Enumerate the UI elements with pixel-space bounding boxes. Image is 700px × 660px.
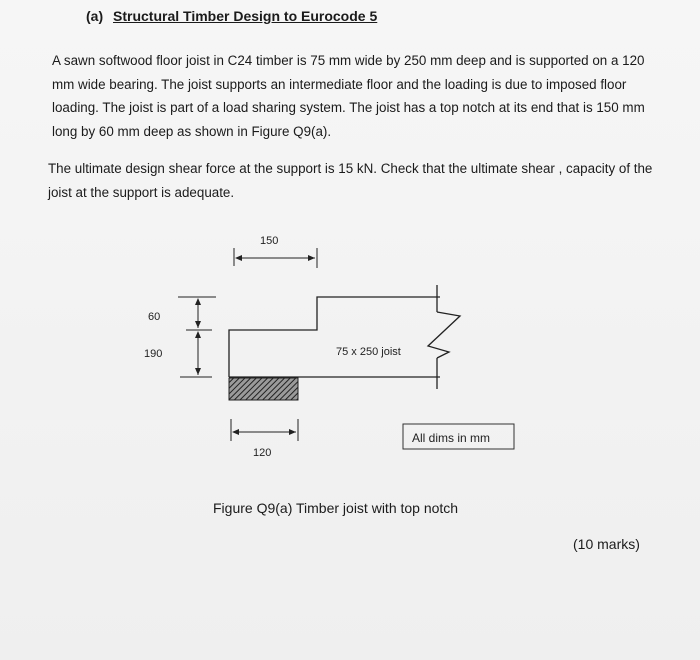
marks-allocation: (10 marks) [573,536,640,552]
question-paragraph-1: A sawn softwood floor joist in C24 timber is 75 mm wide by 250 mm deep and is supported on a 120 mm wide bearing. The joist supports an intermediate floor and the loading is due to imposed floor loading. The joist is part of a load sharing system. The joist has a top notch at its end that is 150 mm long by 60 mm deep as shown in Figure Q9(a). [52,53,645,139]
question-part-label: (a) [86,8,104,24]
question-title: Structural Timber Design to Eurocode 5 [113,8,378,24]
dim-notch-depth-label: 60 [148,311,161,323]
dim-bearing-label: 120 [253,447,272,459]
bearing-support [229,378,298,400]
joist-label: 75 x 250 joist [336,346,401,358]
dim-residual-depth-label: 190 [144,348,163,360]
units-note: All dims in mm [412,431,491,445]
joist-top-outline [229,297,440,377]
dim-notch-length-label: 150 [260,235,279,247]
break-symbol [428,312,460,358]
question-paragraph-2: The ultimate design shear force at the support is 15 kN. Check that the ultimate shear , capacity of the joist at the support is adequate. [48,161,653,200]
figure-caption: Figure Q9(a) Timber joist with top notch [213,500,459,516]
